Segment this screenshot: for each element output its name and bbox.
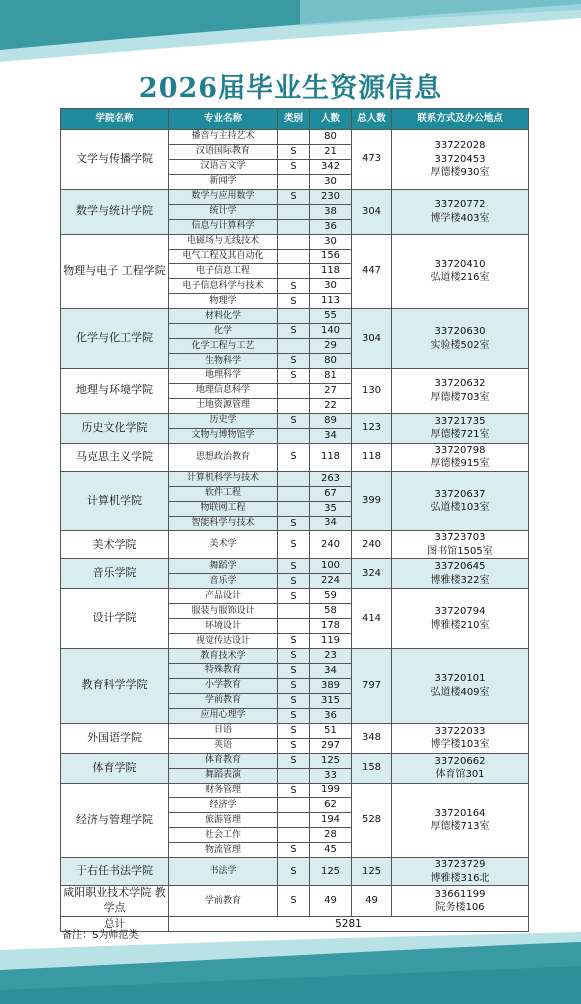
graduate-resource-table (60, 108, 529, 932)
major-category (278, 264, 310, 279)
major-count: 156 (310, 249, 352, 264)
table-row (61, 413, 529, 428)
major-category (278, 813, 310, 828)
major-count: 263 (310, 471, 352, 486)
contact-line: 院务楼106 (435, 902, 485, 914)
major-category (278, 398, 310, 413)
major-name: 小学教育 (169, 678, 278, 693)
table-row (61, 559, 529, 574)
header-major: 专业名称 (169, 109, 278, 130)
header-count: 人数 (310, 109, 352, 130)
contact-line: 33722033 (434, 725, 486, 737)
major-count: 240 (310, 531, 352, 559)
major-category: S (278, 324, 310, 339)
major-name: 汉语国际教育 (169, 144, 278, 159)
college-total: 158 (352, 753, 392, 783)
major-category: S (278, 783, 310, 798)
major-count: 34 (310, 428, 352, 443)
major-name: 体育教育 (169, 753, 278, 768)
college-contact (392, 443, 529, 471)
major-count: 62 (310, 798, 352, 813)
major-count: 30 (310, 234, 352, 249)
college-contact (392, 783, 529, 858)
major-count: 89 (310, 413, 352, 428)
major-name: 环境设计 (169, 619, 278, 634)
major-count: 125 (310, 858, 352, 886)
major-count: 51 (310, 723, 352, 738)
college-contact (392, 234, 529, 309)
major-category: S (278, 886, 310, 917)
major-name: 物流管理 (169, 843, 278, 858)
major-name: 生物科学 (169, 354, 278, 369)
major-name: 服装与服饰设计 (169, 604, 278, 619)
contact-line: 33720164 (434, 807, 486, 819)
contact-line: 33720772 (434, 199, 486, 211)
header-contact: 联系方式及办公地点 (392, 109, 529, 130)
major-count: 30 (310, 174, 352, 189)
major-count: 36 (310, 708, 352, 723)
major-name: 新闻学 (169, 174, 278, 189)
college-name: 文学与传播学院 (61, 130, 169, 190)
major-category: S (278, 589, 310, 604)
major-name: 物联网工程 (169, 501, 278, 516)
major-count: 38 (310, 204, 352, 219)
header-category: 类别 (278, 109, 310, 130)
major-count: 23 (310, 649, 352, 664)
college-contact (392, 189, 529, 234)
major-name: 思想政治教育 (169, 443, 278, 471)
major-count: 315 (310, 693, 352, 708)
major-count: 224 (310, 574, 352, 589)
major-name: 播音与主持艺术 (169, 130, 278, 145)
major-category: S (278, 678, 310, 693)
table-row (61, 471, 529, 486)
contact-line: 33720410 (434, 258, 486, 270)
major-category: S (278, 843, 310, 858)
major-name: 历史学 (169, 413, 278, 428)
college-name: 历史文化学院 (61, 413, 169, 443)
contact-line: 33722028 (434, 140, 486, 152)
grand-total-value: 5281 (169, 916, 529, 931)
major-name: 物理学 (169, 294, 278, 309)
contact-line: 33720453 (434, 153, 486, 165)
college-total: 130 (352, 369, 392, 414)
table-row (61, 589, 529, 604)
contact-line: 33720645 (434, 561, 486, 573)
major-count: 342 (310, 159, 352, 174)
contact-line: 厚德楼703室 (430, 391, 490, 403)
table-row (61, 649, 529, 664)
major-count: 125 (310, 753, 352, 768)
college-total: 399 (352, 471, 392, 531)
college-name: 咸阳职业技术学院 教学点 (61, 886, 169, 917)
college-name: 物理与电子 工程学院 (61, 234, 169, 309)
major-name: 英语 (169, 738, 278, 753)
major-category (278, 798, 310, 813)
major-category: S (278, 189, 310, 204)
major-name: 电子信息工程 (169, 264, 278, 279)
header-total: 总人数 (352, 109, 392, 130)
major-category: S (278, 634, 310, 649)
major-category (278, 309, 310, 324)
college-contact (392, 589, 529, 649)
contact-line: 33720798 (434, 444, 486, 456)
college-name: 化学与化工学院 (61, 309, 169, 369)
major-category: S (278, 649, 310, 664)
college-name: 马克思主义学院 (61, 443, 169, 471)
major-name: 特殊教育 (169, 664, 278, 679)
major-count: 140 (310, 324, 352, 339)
contact-line: 33723703 (434, 532, 486, 544)
major-category (278, 501, 310, 516)
major-count: 113 (310, 294, 352, 309)
table-row (61, 783, 529, 798)
college-contact (392, 886, 529, 917)
college-contact (392, 413, 529, 443)
college-contact (392, 858, 529, 886)
college-total: 473 (352, 130, 392, 190)
college-contact (392, 723, 529, 753)
contact-line: 实验楼502室 (430, 339, 490, 351)
page-title: 2026届毕业生资源信息 (138, 73, 443, 104)
major-category (278, 486, 310, 501)
college-contact (392, 471, 529, 531)
major-category: S (278, 693, 310, 708)
contact-line: 弘道楼409室 (430, 686, 490, 698)
contact-line: 体育馆301 (435, 769, 485, 781)
major-category: S (278, 413, 310, 428)
contact-line: 弘道楼103室 (430, 502, 490, 514)
major-name: 产品设计 (169, 589, 278, 604)
college-name: 经济与管理学院 (61, 783, 169, 858)
major-category: S (278, 708, 310, 723)
major-category (278, 428, 310, 443)
major-name: 材料化学 (169, 309, 278, 324)
college-total: 414 (352, 589, 392, 649)
major-count: 58 (310, 604, 352, 619)
major-category: S (278, 574, 310, 589)
major-name: 计算机科学与技术 (169, 471, 278, 486)
major-category (278, 249, 310, 264)
major-name: 信息与计算科学 (169, 219, 278, 234)
major-name: 经济学 (169, 798, 278, 813)
contact-line: 33721735 (434, 415, 486, 427)
major-category: S (278, 753, 310, 768)
college-name: 音乐学院 (61, 559, 169, 589)
major-category: S (278, 144, 310, 159)
major-name: 财务管理 (169, 783, 278, 798)
major-category: S (278, 858, 310, 886)
college-contact (392, 309, 529, 369)
major-category (278, 174, 310, 189)
major-name: 智能科学与技术 (169, 516, 278, 531)
contact-line: 博雅楼316北 (430, 872, 490, 884)
major-count: 27 (310, 383, 352, 398)
major-category: S (278, 159, 310, 174)
contact-line: 33720630 (434, 326, 486, 338)
grand-total-label: 总计 (61, 916, 169, 931)
major-category (278, 204, 310, 219)
major-category (278, 339, 310, 354)
major-count: 80 (310, 354, 352, 369)
contact-line: 博雅楼322室 (430, 574, 490, 586)
contact-line: 33723729 (434, 859, 486, 871)
table-row (61, 723, 529, 738)
college-name: 教育科学学院 (61, 649, 169, 724)
college-total: 304 (352, 189, 392, 234)
major-name: 地理信息科学 (169, 383, 278, 398)
major-category: S (278, 294, 310, 309)
major-count: 80 (310, 130, 352, 145)
major-category (278, 768, 310, 783)
major-name: 电子信息科学与技术 (169, 279, 278, 294)
major-name: 土地资源管理 (169, 398, 278, 413)
major-count: 22 (310, 398, 352, 413)
major-count: 81 (310, 369, 352, 384)
major-count: 34 (310, 664, 352, 679)
contact-line: 33720101 (434, 673, 486, 685)
major-category: S (278, 738, 310, 753)
major-count: 389 (310, 678, 352, 693)
contact-line: 33720637 (434, 488, 486, 500)
major-category: S (278, 354, 310, 369)
major-count: 59 (310, 589, 352, 604)
table-row (61, 531, 529, 559)
contact-line: 33720794 (434, 606, 486, 618)
major-count: 194 (310, 813, 352, 828)
major-count: 45 (310, 843, 352, 858)
bottom-banner-decoration (0, 930, 581, 1004)
college-total: 123 (352, 413, 392, 443)
major-category (278, 619, 310, 634)
major-category: S (278, 559, 310, 574)
college-name: 外国语学院 (61, 723, 169, 753)
contact-line: 厚德楼915室 (430, 458, 490, 470)
major-name: 汉语言文学 (169, 159, 278, 174)
college-contact (392, 130, 529, 190)
college-contact (392, 559, 529, 589)
major-count: 21 (310, 144, 352, 159)
major-name: 软件工程 (169, 486, 278, 501)
major-category: S (278, 516, 310, 531)
major-name: 学前教育 (169, 886, 278, 917)
college-total: 447 (352, 234, 392, 309)
major-name: 统计学 (169, 204, 278, 219)
college-contact (392, 649, 529, 724)
contact-line: 图书馆1505室 (427, 545, 493, 557)
major-category (278, 383, 310, 398)
table-row (61, 886, 529, 917)
major-name: 文物与博物馆学 (169, 428, 278, 443)
major-name: 舞蹈表演 (169, 768, 278, 783)
major-count: 199 (310, 783, 352, 798)
major-name: 视觉传达设计 (169, 634, 278, 649)
major-count: 33 (310, 768, 352, 783)
college-name: 地理与环境学院 (61, 369, 169, 414)
major-category (278, 219, 310, 234)
major-name: 美术学 (169, 531, 278, 559)
header-college: 学院名称 (61, 109, 169, 130)
contact-line: 33661199 (434, 888, 486, 900)
college-contact (392, 753, 529, 783)
major-count: 28 (310, 828, 352, 843)
college-total: 797 (352, 649, 392, 724)
college-name: 体育学院 (61, 753, 169, 783)
college-total: 324 (352, 559, 392, 589)
table-row (61, 443, 529, 471)
major-name: 电磁场与无线技术 (169, 234, 278, 249)
major-count: 30 (310, 279, 352, 294)
major-category: S (278, 279, 310, 294)
major-count: 230 (310, 189, 352, 204)
major-name: 数学与应用数学 (169, 189, 278, 204)
major-count: 178 (310, 619, 352, 634)
major-name: 化学工程与工艺 (169, 339, 278, 354)
table-row (61, 130, 529, 145)
major-count: 36 (310, 219, 352, 234)
contact-line: 33720632 (434, 378, 486, 390)
major-name: 学前教育 (169, 693, 278, 708)
major-category: S (278, 664, 310, 679)
major-category (278, 604, 310, 619)
college-name: 数学与统计学院 (61, 189, 169, 234)
major-count: 29 (310, 339, 352, 354)
table-row (61, 234, 529, 249)
major-name: 书法学 (169, 858, 278, 886)
major-count: 55 (310, 309, 352, 324)
table-header-row (61, 109, 529, 130)
major-name: 电气工程及其自动化 (169, 249, 278, 264)
major-count: 118 (310, 264, 352, 279)
major-category: S (278, 531, 310, 559)
college-total: 240 (352, 531, 392, 559)
top-banner-decoration (0, 0, 581, 70)
contact-line: 厚德楼713室 (430, 821, 490, 833)
major-count: 67 (310, 486, 352, 501)
table-body (61, 130, 529, 917)
college-total: 49 (352, 886, 392, 917)
major-name: 社会工作 (169, 828, 278, 843)
table-row (61, 369, 529, 384)
college-name: 计算机学院 (61, 471, 169, 531)
college-total: 118 (352, 443, 392, 471)
major-name: 旅游管理 (169, 813, 278, 828)
major-count: 118 (310, 443, 352, 471)
major-category: S (278, 369, 310, 384)
major-name: 化学 (169, 324, 278, 339)
major-count: 100 (310, 559, 352, 574)
major-name: 音乐学 (169, 574, 278, 589)
contact-line: 博学楼403室 (430, 212, 490, 224)
college-total: 125 (352, 858, 392, 886)
major-count: 49 (310, 886, 352, 917)
major-count: 35 (310, 501, 352, 516)
major-count: 297 (310, 738, 352, 753)
major-category (278, 234, 310, 249)
contact-line: 厚德楼721室 (430, 429, 490, 441)
major-name: 舞蹈学 (169, 559, 278, 574)
college-total: 528 (352, 783, 392, 858)
major-count: 119 (310, 634, 352, 649)
table-row (61, 753, 529, 768)
contact-line: 33720662 (434, 755, 486, 767)
major-category: S (278, 723, 310, 738)
contact-line: 博雅楼210室 (430, 619, 490, 631)
contact-line: 厚德楼930室 (430, 167, 490, 179)
major-name: 教育技术学 (169, 649, 278, 664)
college-contact (392, 531, 529, 559)
college-name: 设计学院 (61, 589, 169, 649)
college-name: 美术学院 (61, 531, 169, 559)
major-category (278, 471, 310, 486)
major-category (278, 828, 310, 843)
college-name: 于右任书法学院 (61, 858, 169, 886)
table-row (61, 189, 529, 204)
college-total: 348 (352, 723, 392, 753)
major-category: S (278, 443, 310, 471)
contact-line: 弘道楼216室 (430, 272, 490, 284)
major-name: 应用心理学 (169, 708, 278, 723)
footnote: 备注：S为师范类 (62, 930, 139, 941)
college-contact (392, 369, 529, 414)
college-total: 304 (352, 309, 392, 369)
table-row (61, 309, 529, 324)
major-name: 地理科学 (169, 369, 278, 384)
table-row (61, 858, 529, 886)
major-name: 日语 (169, 723, 278, 738)
contact-line: 博学楼103室 (430, 739, 490, 751)
major-category (278, 130, 310, 145)
major-count: 34 (310, 516, 352, 531)
